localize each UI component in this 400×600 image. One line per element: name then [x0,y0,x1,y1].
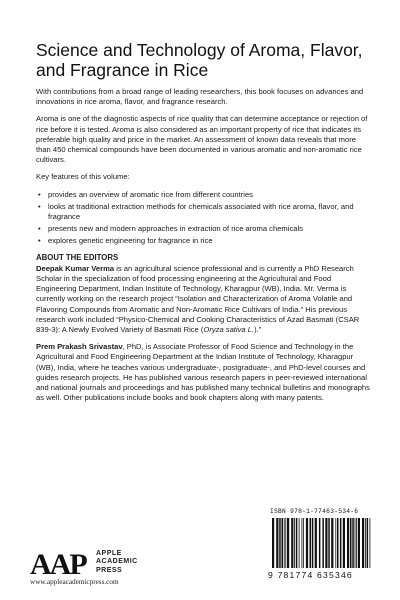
species-name: Oryza sativa L. [203,325,255,335]
publisher-logo [30,548,180,588]
barcode-digits: 9 781774 635346 [268,570,353,580]
aroma-paragraph: Aroma is one of the diagnostic aspects of rice quality that can determine acceptance or rejection of rice before it is tested. Aroma is also considered as an important property of rice that indicates its preferable high quality and price in the market. An assessment of known data reveals that more than 450 chemical compounds have been documented in various aromatic and non-aromatic rice cultivars. [36,114,368,165]
publisher-url: www.appleacademicpress.com [30,578,119,586]
barcode-bar [319,518,321,568]
barcode-icon [268,518,378,570]
barcode-bar [328,518,330,568]
barcode-bar [294,518,295,568]
barcode-bar [291,518,293,568]
editor2-name: Prem Prakash Srivastav [36,342,123,352]
publisher-name: APPLE ACADEMIC PRESS [96,550,138,574]
barcode-bar [303,518,304,568]
list-item: • looks at traditional extraction methods for chemicals associated with rice aroma, flavor, and fragrance [38,201,354,222]
barcode-bar [272,518,274,568]
barcode-bar [312,518,314,568]
editors-heading: ABOUT THE EDITORS [36,252,119,262]
barcode-bar [284,518,285,568]
barcode-bar [362,518,364,568]
isbn-label: ISBN 978-1-77463-534-6 [270,508,359,515]
intro-paragraph: With contributions from a broad range of leading researchers, this book focuses on advances and innovations in rice aroma, flavor, and fragrance research. [36,87,364,107]
barcode-bar [337,518,339,568]
barcode-bar [302,518,303,568]
features-list [36,190,370,247]
barcode-bar [350,518,352,568]
barcode-bar [335,518,336,568]
barcode-bar [370,518,371,568]
barcode-bar [340,518,342,568]
bullet-icon: • [38,224,41,234]
barcode-bar [343,518,345,568]
barcode-bar [315,518,317,568]
barcode-bar [322,518,324,568]
barcode-bar [276,518,278,568]
bullet-icon: • [38,201,41,211]
barcode-bar [296,518,298,568]
list-item: • explores genetic engineering for fragrance in rice [38,236,213,246]
barcode-bar [355,518,356,568]
list-item: • presents new and modern approaches in extraction of rice aroma chemicals [38,224,303,234]
isbn-barcode [268,508,378,588]
barcode-bar [299,518,300,568]
barcode-bar [325,518,327,568]
barcode-bar [287,518,289,568]
barcode-bar [367,518,369,568]
bullet-icon: • [38,189,41,199]
barcode-bar [365,518,366,568]
barcode-bar [279,518,281,568]
bullet-icon: • [38,236,41,246]
editor2-bio: Prem Prakash Srivastav, PhD, is Associate Professor of Food Science and Technology in the Agricultural and Food Engineering Department at the Indian Institute of Technology, Kharagpur (WB), India, where he teaches various undergraduate-, postgraduate-, and PhD-level courses and guides research projects. He has published various research papers in peer-reviewed international and national journals and proceedings and has published many technical bulletins and monographs as well. Other publications include books and book chapters along with many patents. [36,342,370,403]
barcode-bar [285,518,286,568]
barcode-bar [310,518,312,568]
barcode-bar [347,518,349,568]
features-intro: Key features of this volume: [36,172,130,182]
barcode-bar [358,518,360,568]
barcode-bar [306,518,308,568]
barcode-bar [356,518,357,568]
barcode-bar [282,518,284,568]
svg-text:AAP: AAP [30,548,86,578]
editor1-name: Deepak Kumar Verma [36,263,115,273]
book-title: Science and Technology of Aroma, Flavor, and Fragrance in Rice [36,40,363,80]
barcode-bar [331,518,333,568]
editor1-bio: Deepak Kumar Verma is an agricultural science professional and is currently a PhD Research Scholar in the specialization of food processing engineering at the Agricultural and Food Engineering Department, Indian Institute of Technology, Kharagpur (WB), India. Mr. Verma is currently working on the research project “Isolation and Characterization of Aroma Volatile and Flavoring Compounds from Aromatic and Non-Aromatic Rice Cultivars of India.” His previous research work included “Physico-Chemical and Cooking Characteristics of Azad Basmati (CSAR 839-3): A Newly Evolved Variety of Basmati Rice (Oryza sativa L.).” [36,263,360,335]
list-item: • provides an overview of aromatic rice from different countries [38,189,253,199]
aap-logo-icon [30,548,100,578]
barcode-bar [352,518,354,568]
cover-text [36,87,370,410]
